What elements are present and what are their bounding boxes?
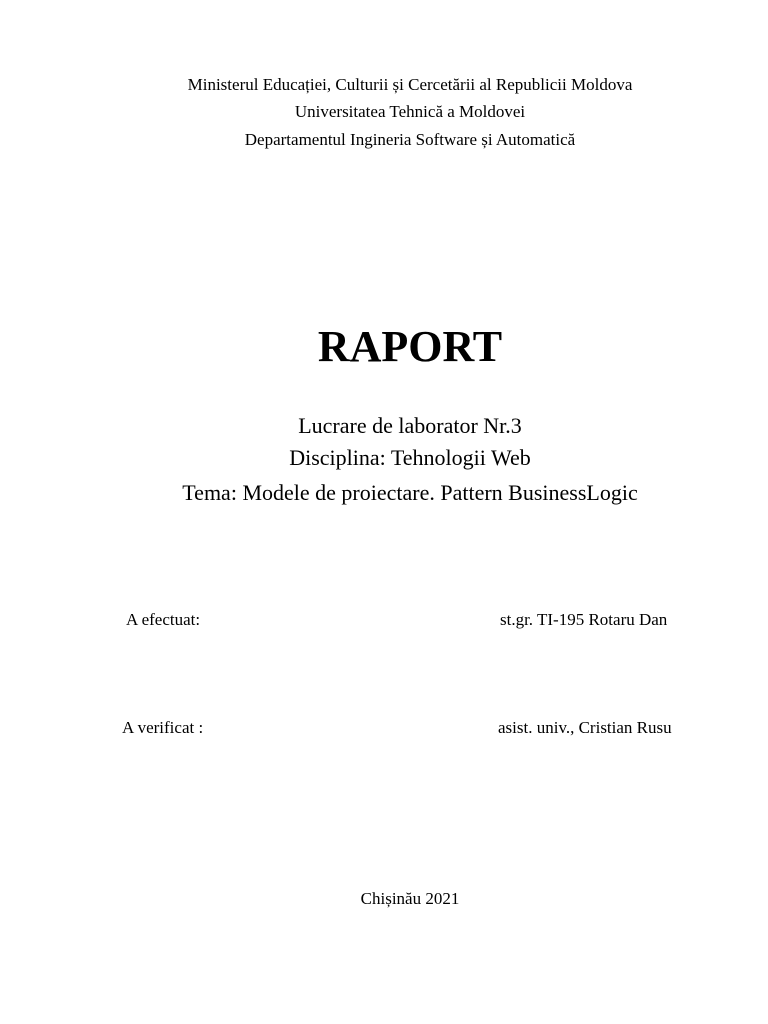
- verified-by-name: asist. univ., Cristian Rusu: [498, 718, 672, 737]
- performed-by-name: st.gr. TI-195 Rotaru Dan: [500, 610, 668, 629]
- performed-by-label: A efectuat:: [126, 610, 201, 629]
- discipline-line: Disciplina: Tehnologii Web: [289, 445, 531, 470]
- ministry-line: Ministerul Educației, Culturii și Cercetării al Republicii Moldova: [187, 75, 633, 94]
- place-year-line: Chișinău 2021: [360, 889, 460, 908]
- topic-line: Tema: Modele de proiectare. Pattern BusinessLogic: [182, 480, 638, 505]
- department-line: Departamentul Ingineria Software și Automatică: [244, 130, 576, 149]
- verified-by-label: A verificat :: [122, 718, 204, 737]
- university-line: Universitatea Tehnică a Moldovei: [294, 102, 526, 121]
- lab-number-line: Lucrare de laborator Nr.3: [298, 413, 522, 438]
- report-title: RAPORT: [317, 322, 503, 371]
